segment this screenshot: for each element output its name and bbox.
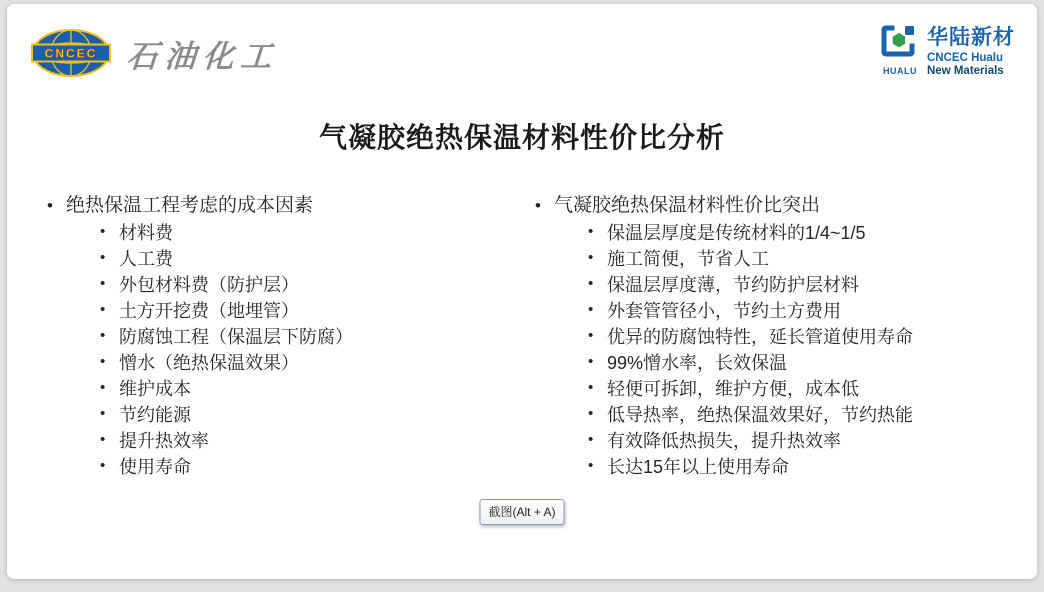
list-item [100, 402, 517, 428]
advantages-section [535, 192, 1025, 480]
list-item-text: 材料费 [119, 223, 173, 243]
bullet-icon [588, 349, 593, 375]
slide-title: 气凝胶绝热保温材料性价比分析 [318, 122, 725, 153]
list-item-text: 防腐蚀工程（保温层下防腐） [119, 327, 353, 347]
bullet-icon [100, 219, 105, 245]
advantages-list [535, 220, 1025, 480]
cost-factors-list [47, 220, 517, 480]
bullet-icon [588, 375, 593, 401]
list-item [588, 376, 1025, 402]
list-item-text: 节约能源 [119, 405, 191, 425]
list-item-text: 长达15年以上使用寿命 [607, 457, 790, 477]
list-item [100, 246, 517, 272]
list-item-text: 优异的防腐蚀特性，延长管道使用寿命 [607, 327, 913, 347]
list-item [588, 428, 1025, 454]
list-item [100, 272, 517, 298]
cncec-badge-text: CNCEC [44, 46, 98, 61]
petrochemical-wordmark: 石油化工 [125, 38, 281, 74]
list-item-text: 保温层厚度薄，节约防护层材料 [607, 275, 859, 295]
list-item [588, 454, 1025, 480]
advantages-heading [535, 192, 1025, 219]
bullet-icon [100, 453, 105, 479]
bullet-icon [588, 427, 593, 453]
hualu-brand-en-line2: New Materials [927, 65, 1004, 77]
cost-factors-heading-text: 绝热保温工程考虑的成本因素 [66, 195, 314, 216]
bullet-icon [100, 323, 105, 349]
bullet-icon [588, 401, 593, 427]
bullet-icon [588, 245, 593, 271]
list-item [588, 220, 1025, 246]
list-item-text: 憎水（绝热保温效果） [119, 353, 299, 373]
list-item-text: 土方开挖费（地埋管） [119, 301, 299, 321]
bullet-icon [100, 401, 105, 427]
bullet-icon [100, 245, 105, 271]
bullet-icon [100, 427, 105, 453]
bullet-icon [100, 297, 105, 323]
cost-factors-section [47, 192, 517, 480]
screenshot-hint-button[interactable]: 截图(Alt + A) [479, 499, 564, 525]
list-item [100, 298, 517, 324]
list-item [100, 350, 517, 376]
list-item-text: 维护成本 [119, 379, 191, 399]
list-item-text: 人工费 [119, 249, 173, 269]
list-item [588, 402, 1025, 428]
list-item-text: 99%憎水率，长效保温 [607, 353, 788, 373]
list-item [100, 324, 517, 350]
list-item-text: 施工简便，节省人工 [607, 249, 769, 269]
bullet-icon [100, 349, 105, 375]
bullet-icon [535, 192, 541, 219]
bullet-icon [100, 271, 105, 297]
bullet-icon [588, 219, 593, 245]
slide-canvas [7, 4, 1037, 579]
list-item-text: 外包材料费（防护层） [119, 275, 299, 295]
list-item [588, 324, 1025, 350]
hualu-icon-caption: HUALU [883, 66, 917, 76]
bullet-icon [588, 323, 593, 349]
hualu-brand-cn: 华陆新材 [927, 26, 1015, 49]
list-item-text: 外套管管径小，节约土方费用 [607, 301, 841, 321]
list-item-text: 低导热率，绝热保温效果好，节约热能 [607, 405, 913, 425]
list-item [588, 350, 1025, 376]
list-item [100, 376, 517, 402]
cncec-petrochemical-logo [31, 28, 279, 78]
bullet-icon [100, 375, 105, 401]
list-item [588, 298, 1025, 324]
list-item [100, 454, 517, 480]
list-item-text: 保温层厚度是传统材料的1/4~1/5 [607, 223, 866, 243]
bullet-icon [588, 271, 593, 297]
list-item-text: 轻便可拆卸，维护方便，成本低 [607, 379, 859, 399]
hualu-hexagon-icon [880, 24, 920, 65]
list-item-text: 使用寿命 [119, 457, 191, 477]
list-item [588, 246, 1025, 272]
bullet-icon [47, 192, 53, 219]
list-item-text: 提升热效率 [119, 431, 209, 451]
list-item-text: 有效降低热损失，提升热效率 [607, 431, 841, 451]
hualu-new-materials-logo [880, 24, 1015, 77]
list-item [100, 220, 517, 246]
list-item [588, 272, 1025, 298]
bullet-icon [588, 297, 593, 323]
hualu-brand-en-line1: CNCEC Hualu [927, 52, 1004, 64]
cncec-globe-icon [31, 28, 111, 78]
advantages-heading-text: 气凝胶绝热保温材料性价比突出 [554, 195, 821, 216]
bullet-icon [588, 453, 593, 479]
list-item [100, 428, 517, 454]
cost-factors-heading [47, 192, 517, 219]
